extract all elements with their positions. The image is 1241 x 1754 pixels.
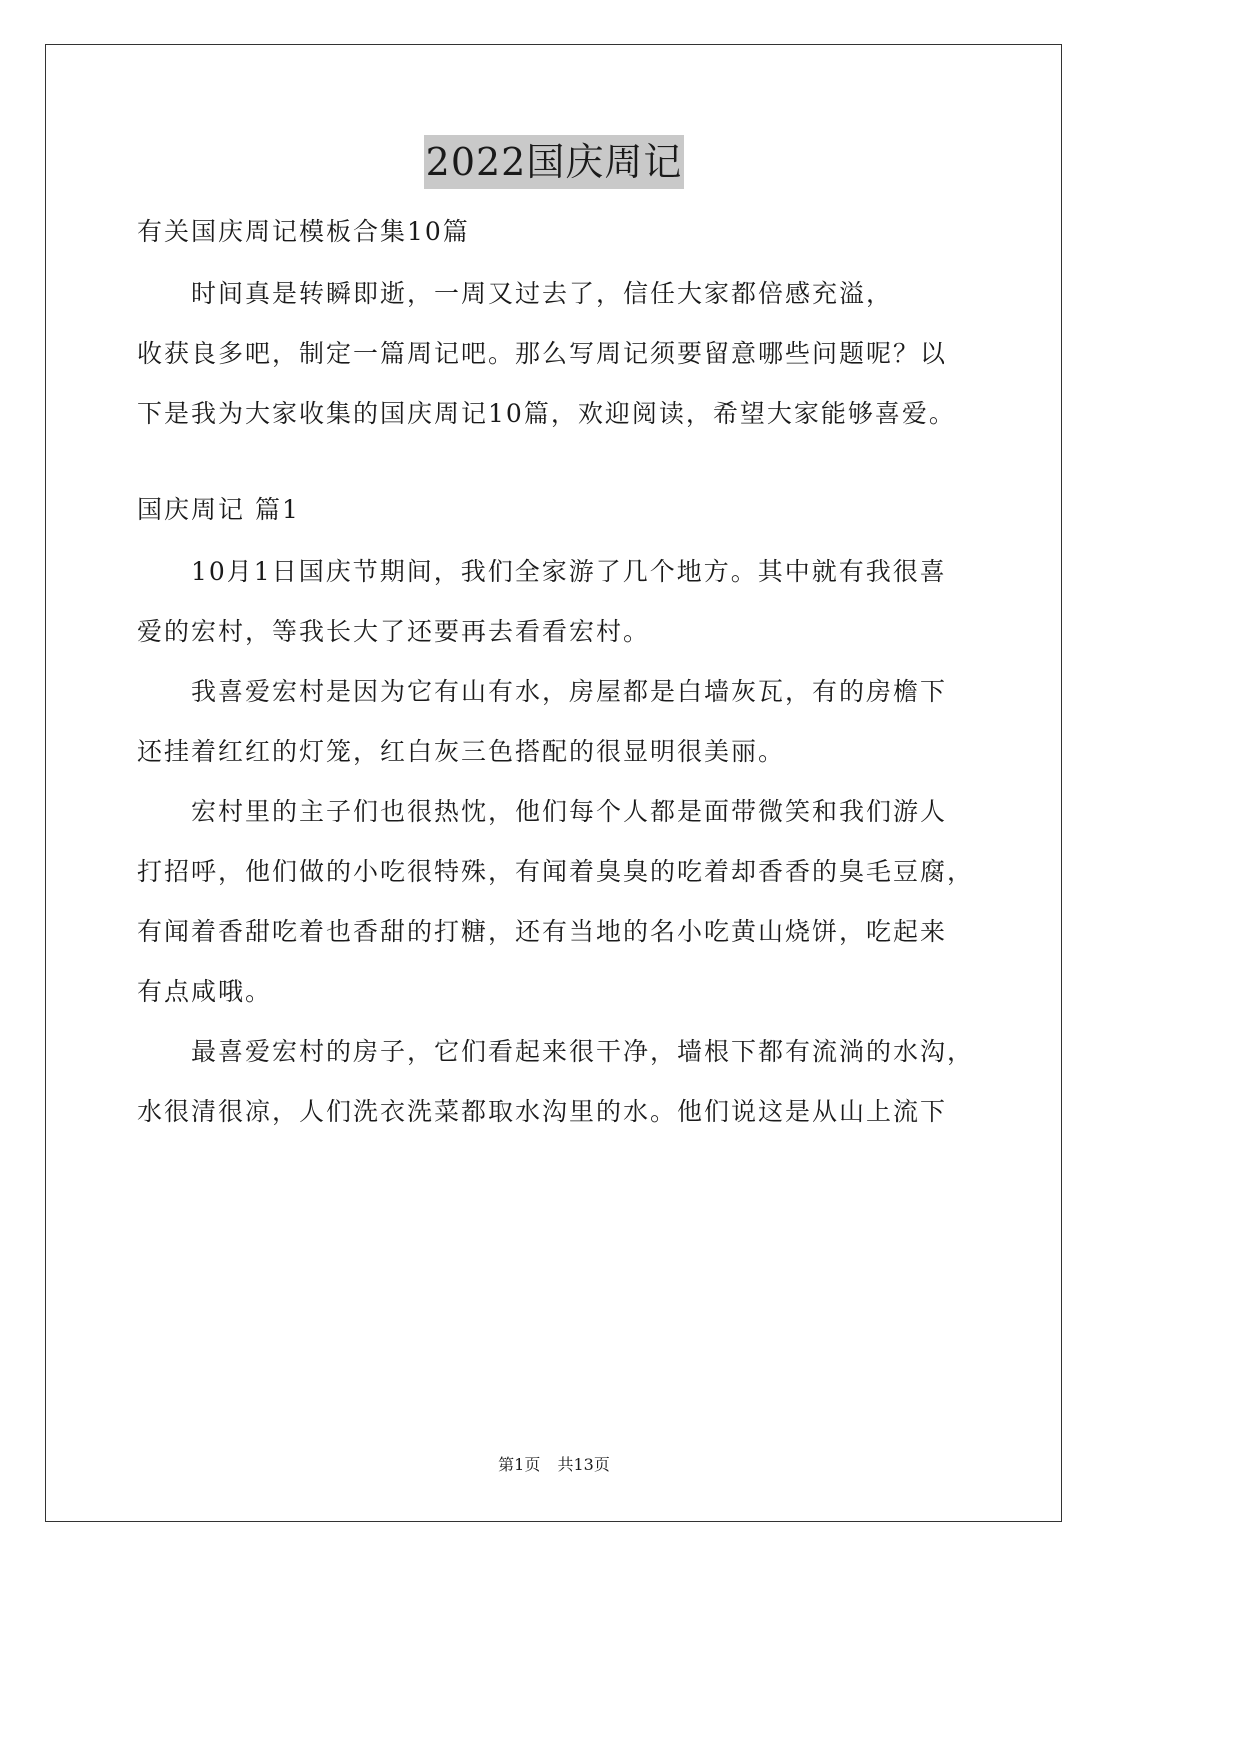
- page-number: 第1页: [498, 1455, 541, 1474]
- section-gap: [137, 444, 977, 478]
- body-line: 水很清很凉，人们洗衣洗菜都取水沟里的水。他们说这是从山上流下: [137, 1097, 948, 1126]
- body-line: 还挂着红红的灯笼，红白灰三色搭配的很显明很美丽。: [137, 737, 786, 766]
- page-title: 2022国庆周记: [424, 135, 685, 189]
- intro-line: 下是我为大家收集的国庆周记10篇，欢迎阅读，希望大家能够喜爱。: [137, 399, 956, 428]
- title-wrap: [0, 135, 1108, 189]
- page-footer: [0, 1452, 1108, 1475]
- body-line: 最喜爱宏村的房子，它们看起来很干净，墙根下都有流淌的水沟，: [137, 1037, 975, 1066]
- section-heading: 国庆周记 篇1: [137, 495, 300, 524]
- body-line: 打招呼，他们做的小吃很特殊，有闻着臭臭的吃着却香香的臭毛豆腐，: [137, 857, 975, 886]
- intro-line: 收获良多吧，制定一篇周记吧。那么写周记须要留意哪些问题呢？以: [137, 339, 948, 368]
- body-line: 我喜爱宏村是因为它有山有水，房屋都是白墙灰瓦，有的房檐下: [137, 677, 948, 706]
- subtitle: 有关国庆周记模板合集10篇: [137, 217, 470, 246]
- body-line: 10月1日国庆节期间，我们全家游了几个地方。其中就有我很喜: [137, 557, 947, 586]
- body-line: 宏村里的主子们也很热忱，他们每个人都是面带微笑和我们游人: [137, 797, 948, 826]
- intro-line: 时间真是转瞬即逝，一周又过去了，信任大家都倍感充溢，: [137, 279, 894, 308]
- body-line: 有闻着香甜吃着也香甜的打糖，还有当地的名小吃黄山烧饼，吃起来: [137, 917, 948, 946]
- body-line: 有点咸哦。: [137, 977, 273, 1006]
- page-total: 共13页: [557, 1455, 610, 1474]
- document-body: [137, 200, 977, 1142]
- body-line: 爱的宏村，等我长大了还要再去看看宏村。: [137, 617, 651, 646]
